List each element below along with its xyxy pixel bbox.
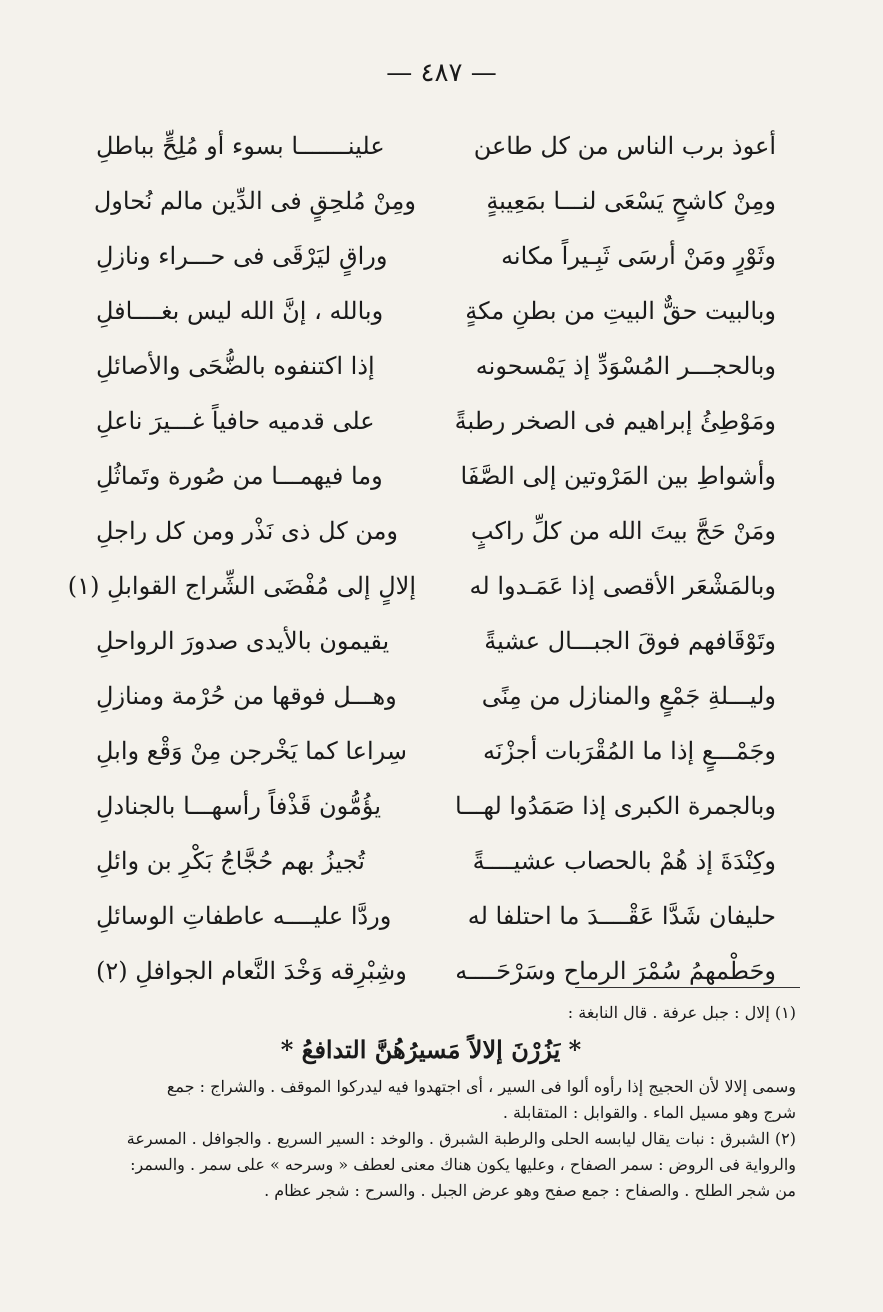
hemistich-first: وجَمْـــعٍ إذا ما المُقْرَبات أجزْنَه	[483, 736, 776, 765]
hemistich-first: وتَوْقَافهم فوقَ الجبـــال عشيةً	[484, 626, 776, 655]
hemistich-second: إذا اكتنفوه بالضُّحَى والأصائلِ	[96, 351, 375, 380]
hemistich-second: ومِنْ مُلحِقٍ فى الدِّين مالم نُحاول	[93, 186, 416, 215]
verse	[93, 173, 776, 228]
verse	[96, 448, 776, 503]
footnote-2-text: والرواية فى الروض : سمر الصفاح ، وعليها يكون هناك معنى لعطف « وسرحه » على سمر . والسمر:	[130, 1155, 796, 1174]
poem	[67, 118, 776, 998]
hemistich-first: وليـــلةِ جَمْعٍ والمنازل من مِنًى	[481, 681, 776, 710]
hemistich-first: ومَوْطِئُ إبراهيم فى الصخر رطبةً	[454, 406, 776, 435]
page-number: — ٤٨٧ —	[386, 58, 497, 88]
hemistich-second: وبالله ، إنَّ الله ليس بغــــافلِ	[96, 296, 384, 325]
footnote-1-quote: * يَزُرْنَ إلالاً مَسيرُهُنَّ التدافعُ *	[280, 1035, 582, 1064]
hemistich-second: سِراعا كما يَخْرجن مِنْ وَقْع وابلِ	[96, 736, 408, 765]
hemistich-first: ومَنْ حَجَّ بيتَ الله من كلِّ راكبٍ	[470, 516, 776, 545]
verse	[96, 668, 776, 723]
hemistich-second: تُجيزُ بهم حُجَّاجُ بَكْرِ بن وائلِ	[96, 846, 365, 875]
hemistich-first: ومِنْ كاشحٍ يَسْعَى لنـــا بمَعِيبةٍ	[486, 186, 776, 215]
verse	[96, 228, 776, 283]
hemistich-first: وحَطْمهمُ سُمْرَ الرماح وسَرْحَــــه	[455, 956, 776, 985]
footnote-1-text: وسمى إلالا لأن الحجيج إذا رأوه ألوا فى السير ، أى اجتهدوا فيه ليدركوا الموقف . والشراج : جمع	[166, 1077, 796, 1096]
hemistich-second: وردَّا عليــــه عاطفاتِ الوسائلِ	[96, 901, 392, 930]
footnote-2-text: (٢) الشبرق : نبات يقال ليابسه الحلى والرطبة الشبرق . والوخد : السير السريع . والجوافل . المسرعة	[126, 1129, 796, 1148]
hemistich-second: وما فيهمـــا من صُورة وتَماثُلِ	[96, 461, 383, 490]
hemistich-second: علينـــــــا بسوء أو مُلِحٍّ بباطلِ	[96, 131, 385, 160]
verse	[96, 888, 776, 943]
hemistich-first: وكِنْدَةَ إذ هُمْ بالحصاب عشيــــةً	[472, 846, 776, 875]
hemistich-second: ومن كل ذى نَذْر ومن كل راجلِ	[96, 516, 399, 545]
verse	[96, 393, 776, 448]
verse	[96, 833, 776, 888]
hemistich-second: إلالٍ إلى مُفْضَى الشِّراج القوابلِ (١)	[67, 571, 416, 600]
hemistich-second: على قدميه حافياً غـــيرَ ناعلِ	[96, 406, 375, 435]
hemistich-first: وبالجمرة الكبرى إذا صَمَدُوا لهـــا	[454, 791, 776, 820]
hemistich-first: وبالبيت حقٌّ البيتِ من بطنِ مكةٍ	[465, 296, 776, 325]
hemistich-second: يؤُمُّون قَذْفاً رأسهـــا بالجنادلِ	[96, 791, 382, 820]
footnotes	[66, 1000, 796, 1204]
verse	[96, 723, 776, 778]
hemistich-first: وبالمَشْعَر الأقصى إذا عَمَـدوا له	[469, 571, 776, 600]
footnote-divider	[575, 987, 800, 988]
hemistich-second: يقيمون بالأيدى صدورَ الرواحلِ	[96, 626, 390, 655]
hemistich-first: وبالحجـــر المُسْوَدِّ إذ يَمْسحونه	[475, 351, 776, 380]
verse	[96, 283, 776, 338]
verse	[96, 613, 776, 668]
hemistich-first: وثَوْرٍ ومَنْ أرسَى ثَبِـيراً مكانه	[501, 241, 776, 270]
footnote-1-heading: (١) إلال : جبل عرفة . قال النابغة :	[567, 1003, 796, 1022]
hemistich-second: وهـــل فوقها من حُرْمة ومنازلِ	[96, 681, 397, 710]
verse	[96, 503, 776, 558]
hemistich-first: أعوذ برب الناس من كل طاعن	[473, 131, 776, 160]
footnote-1-text: شرج وهو مسيل الماء . والقوابل : المتقابلة .	[502, 1103, 796, 1122]
verse	[96, 118, 776, 173]
hemistich-first: حليفان شَدَّا عَقْــــدَ ما احتلفا له	[467, 901, 776, 930]
footnote-2-text: من شجر الطلح . والصفاح : جمع صفح وهو عرض الجبل . والسرح : شجر عظام .	[264, 1181, 796, 1200]
verse	[67, 558, 776, 613]
hemistich-second: وشِبْرِقه وَخْدَ النَّعام الجوافلِ (٢)	[96, 956, 407, 985]
verse	[96, 943, 776, 998]
hemistich-first: وأشواطِ بين المَرْوتين إلى الصَّفَا	[460, 461, 776, 490]
verse	[96, 338, 776, 393]
hemistich-second: وراقٍ ليَرْقَى فى حـــراء ونازلِ	[96, 241, 388, 270]
verse	[96, 778, 776, 833]
